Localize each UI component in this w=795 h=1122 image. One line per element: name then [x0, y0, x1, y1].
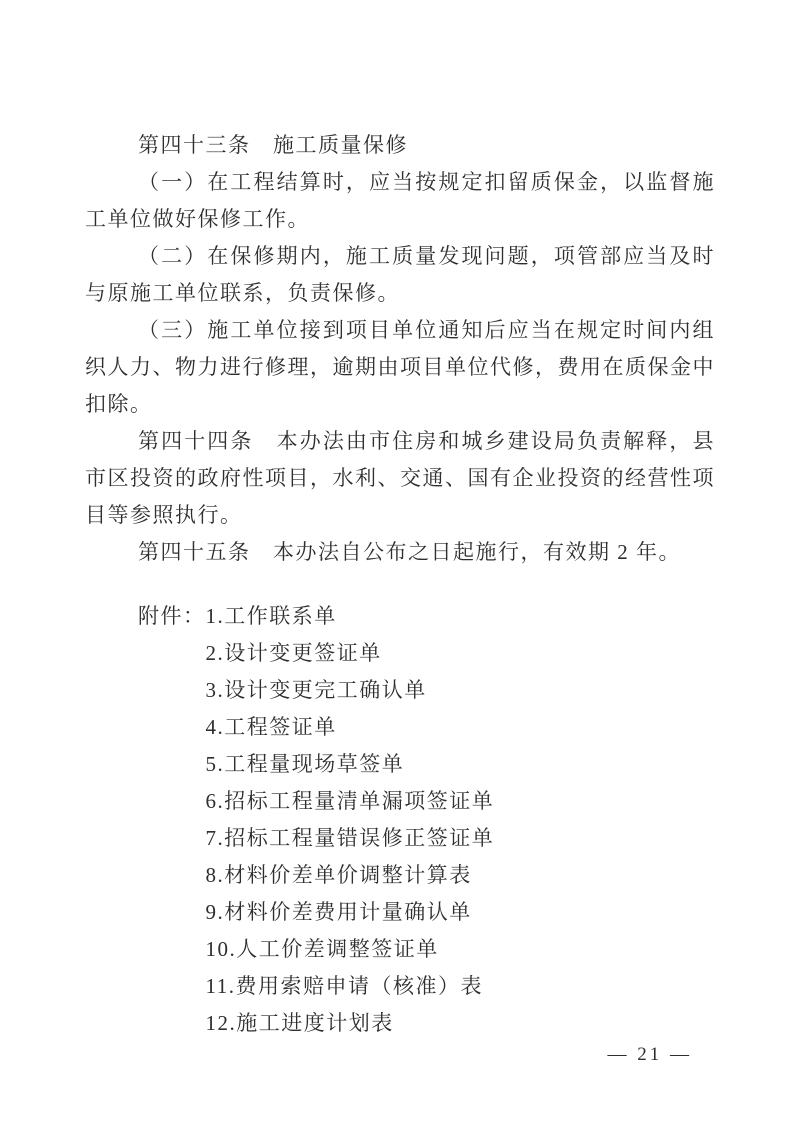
- attachment-item-4: 4.工程签证单: [205, 715, 337, 739]
- page-number: — 21 —: [607, 1044, 692, 1065]
- attachment-item-5: 5.工程量现场草签单: [205, 752, 405, 776]
- attachments-list: [206, 598, 495, 1042]
- attachments-section: [85, 598, 715, 1042]
- attachment-item-7: 7.招标工程量错误修正签证单: [205, 826, 495, 850]
- article-43-heading: 第四十三条 施工质量保修: [138, 133, 408, 157]
- document-body: [85, 127, 715, 1042]
- attachment-item-8: 8.材料价差单价调整计算表: [205, 863, 472, 887]
- attachment-item-6: 6.招标工程量清单漏项签证单: [205, 789, 495, 813]
- attachments-label: 附件：: [138, 604, 206, 628]
- paragraph-item-3: （三）施工单位接到项目单位通知后应当在规定时间内组织人力、物力进行修理，逾期由项目单位代修，费用在质保金中扣除。: [85, 318, 715, 416]
- paragraph-item-1: （一）在工程结算时，应当按规定扣留质保金，以监督施工单位做好保修工作。: [85, 170, 715, 231]
- attachment-item-3: 3.设计变更完工确认单: [205, 678, 427, 702]
- attachment-item-2: 2.设计变更签证单: [205, 641, 382, 665]
- attachment-item-1: 1.工作联系单: [205, 604, 337, 628]
- article-44-paragraph: 第四十四条 本办法由市住房和城乡建设局负责解释，县市区投资的政府性项目，水利、交通、国有企业投资的经营性项目等参照执行。: [85, 429, 715, 527]
- attachment-item-9: 9.材料价差费用计量确认单: [205, 900, 472, 924]
- article-45-paragraph: 第四十五条 本办法自公布之日起施行，有效期 2 年。: [138, 540, 681, 564]
- paragraph-item-2: （二）在保修期内，施工质量发现问题，项管部应当及时与原施工单位联系，负责保修。: [85, 244, 715, 305]
- attachment-item-11: 11.费用索赔申请（核准）表: [205, 974, 483, 998]
- attachment-item-12: 12.施工进度计划表: [205, 1011, 394, 1035]
- attachment-item-10: 10.人工价差调整签证单: [205, 937, 439, 961]
